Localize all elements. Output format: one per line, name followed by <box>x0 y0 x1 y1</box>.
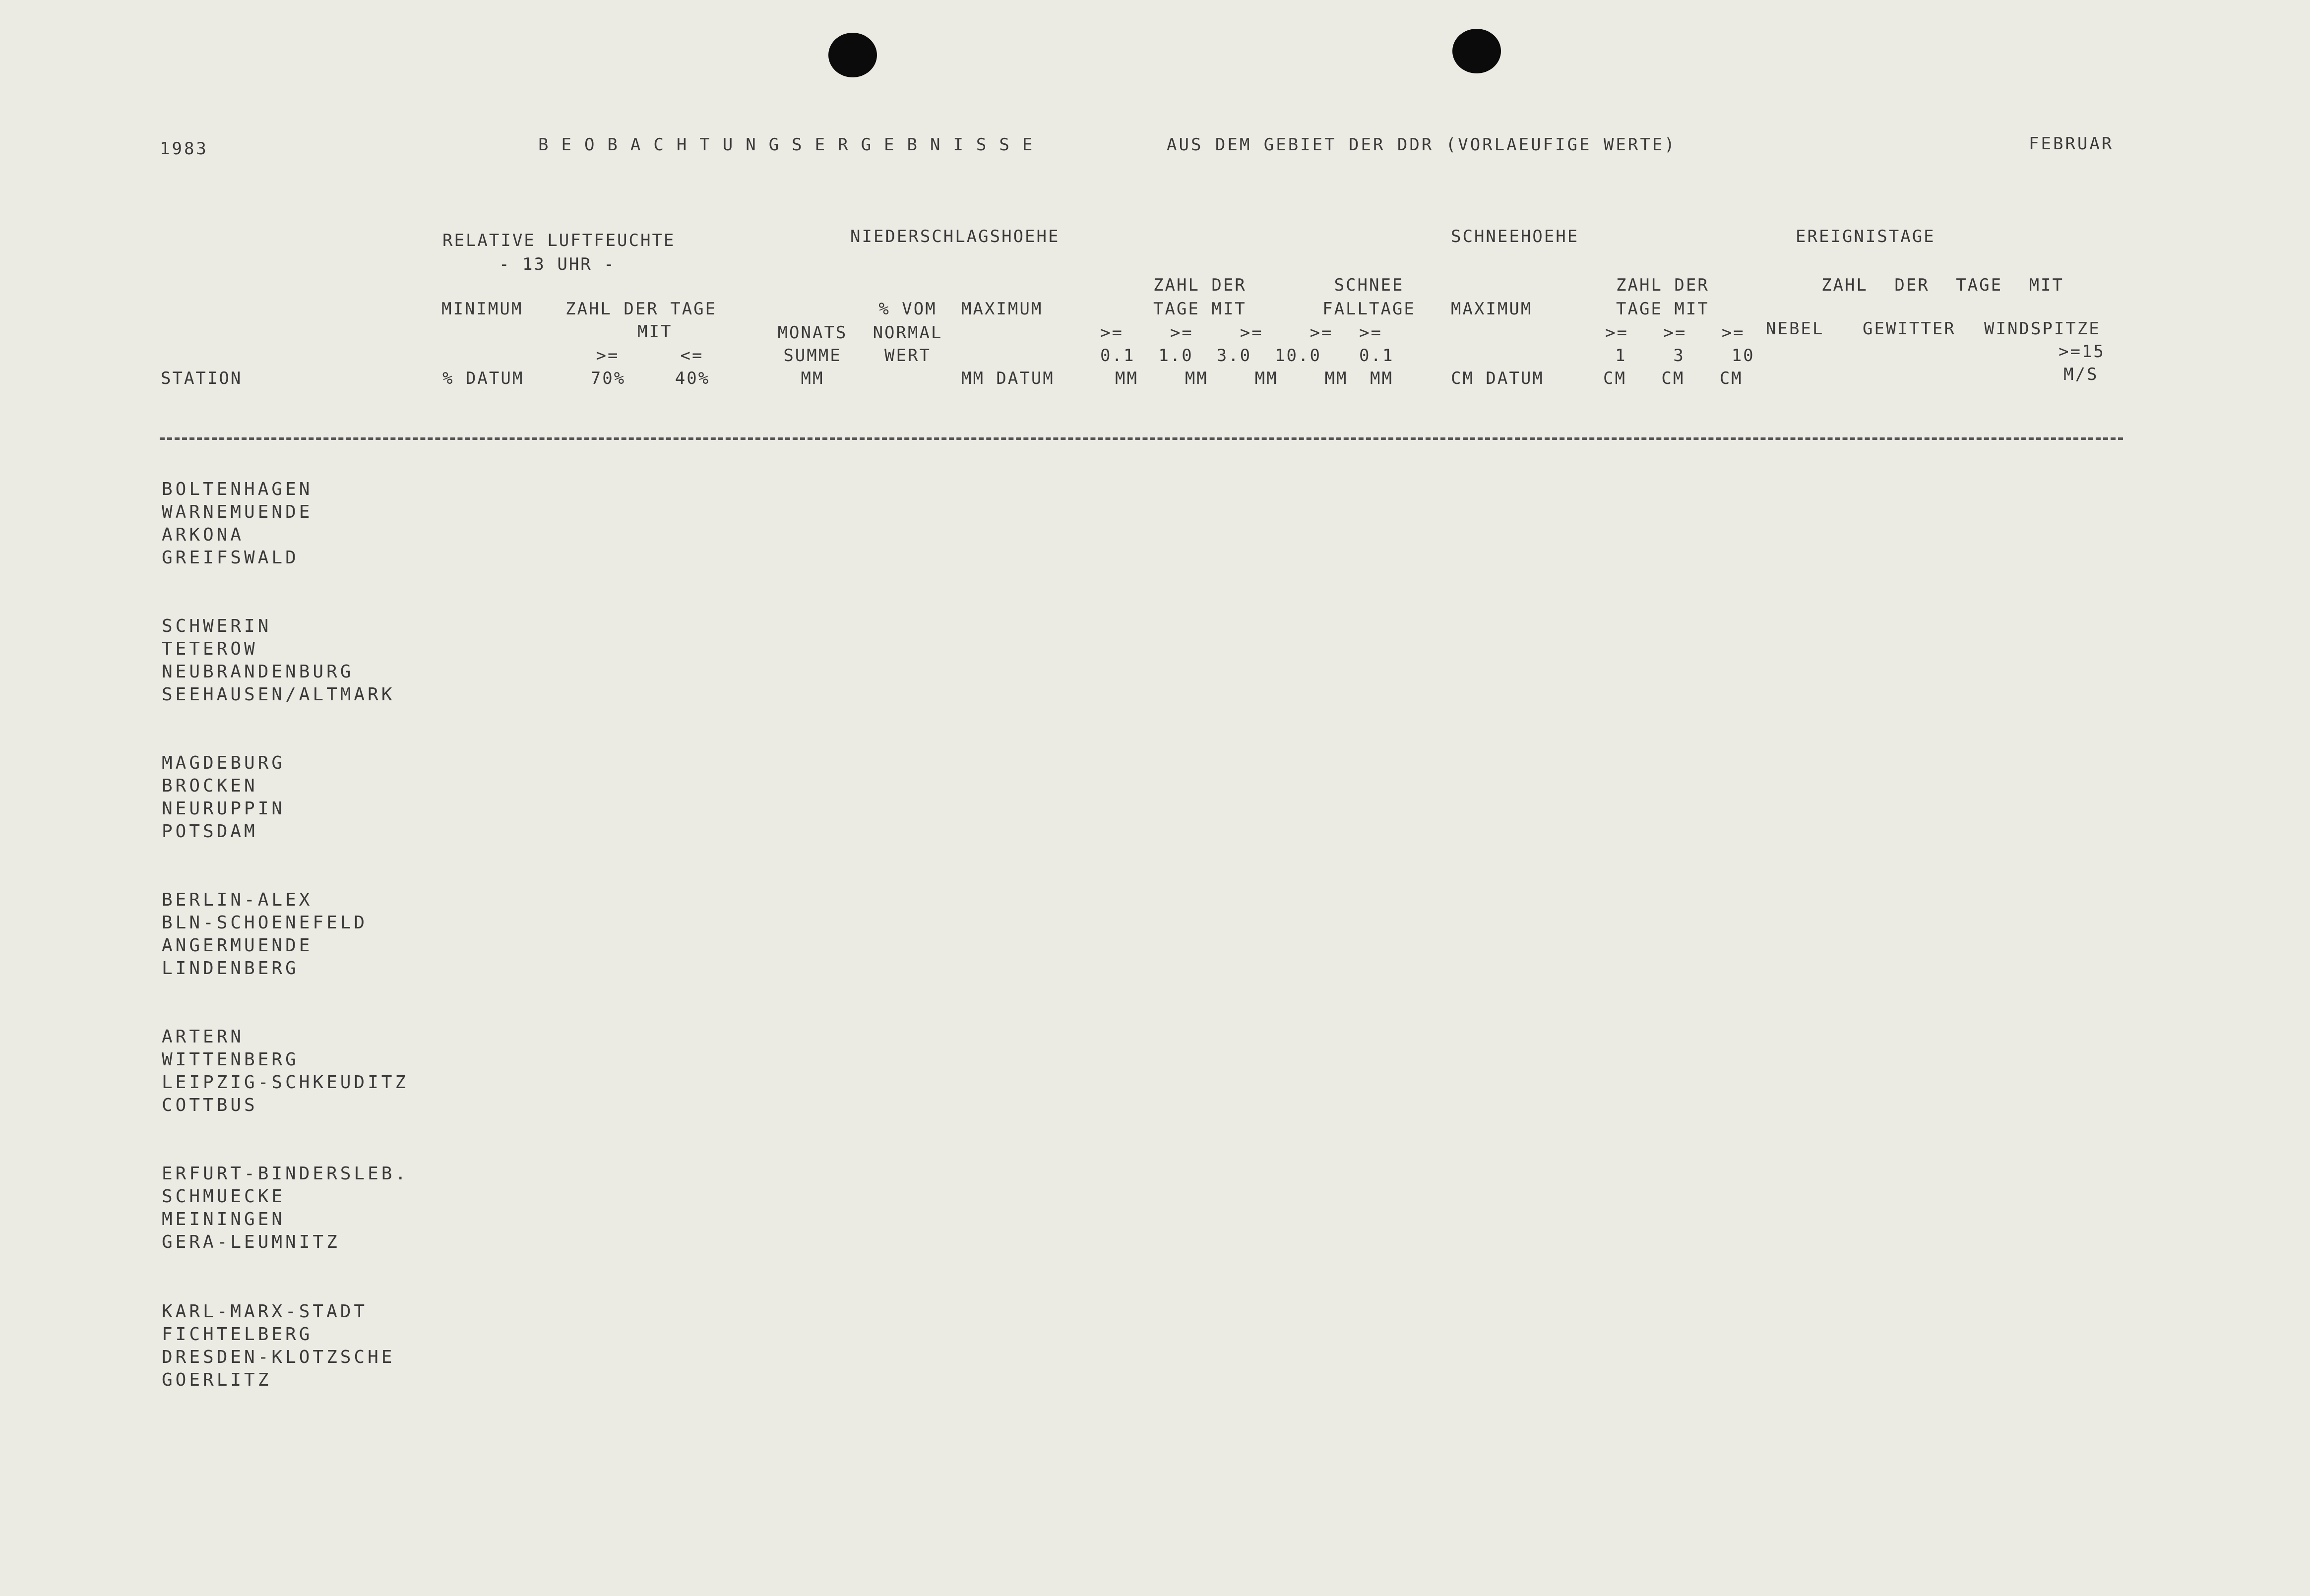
header-wind-threshold: >=15 <box>2059 342 2105 362</box>
station-name: SCHWERIN <box>162 616 272 636</box>
station-name: WITTENBERG <box>162 1049 299 1070</box>
station-name: POTSDAM <box>162 821 258 842</box>
header-precip-max: MAXIMUM <box>961 299 1043 319</box>
station-name: SEEHAUSEN/ALTMARK <box>162 684 395 705</box>
header-schnee-mm: MM <box>1370 368 1393 388</box>
station-name: LEIPZIG-SCHKEUDITZ <box>162 1072 409 1093</box>
header-wind-unit: M/S <box>2063 365 2099 384</box>
group-events: EREIGNISTAGE <box>1796 227 1935 246</box>
station-name: ARKONA <box>162 525 245 545</box>
group-snow: SCHNEEHOEHE <box>1451 227 1579 246</box>
header-snow-max: MAXIMUM <box>1451 299 1533 319</box>
station-name: BERLIN-ALEX <box>162 890 313 910</box>
header-ge70-op: >= <box>596 346 620 366</box>
header-p-zahl: ZAHL DER <box>1153 275 1247 295</box>
station-name: BLN-SCHOENEFELD <box>162 913 368 933</box>
header-mit: MIT <box>637 322 673 342</box>
header-le40-op: <= <box>680 346 704 366</box>
header-summe: SUMME <box>783 346 842 366</box>
month: FEBRUAR <box>2029 134 2114 154</box>
header-gewitter: GEWITTER <box>1863 319 1956 339</box>
year: 1983 <box>160 139 208 159</box>
station-name: WARNEMUENDE <box>162 502 313 522</box>
station-name: KARL-MARX-STADT <box>162 1301 368 1322</box>
header-precip-max-unit: MM DATUM <box>961 368 1055 388</box>
group-humidity: RELATIVE LUFTFEUCHTE <box>442 231 676 250</box>
separator-line <box>160 437 2123 440</box>
station-name: TETEROW <box>162 639 258 659</box>
station-name: BROCKEN <box>162 776 258 796</box>
header-schnee-ge: >= <box>1359 323 1382 343</box>
station-name: BOLTENHAGEN <box>162 479 313 499</box>
station-name: ANGERMUENDE <box>162 935 313 956</box>
header-min-unit: % DATUM <box>442 368 524 388</box>
header-s-cm: CM CM CM <box>1603 368 1743 388</box>
header-minimum: MINIMUM <box>441 299 523 319</box>
station-name: NEURUPPIN <box>162 798 286 819</box>
station-name: DRESDEN-KLOTZSCHE <box>162 1347 395 1367</box>
group-humidity-sub: - 13 UHR - <box>499 254 616 274</box>
header-normal: NORMAL <box>873 323 943 343</box>
punch-hole-right <box>1452 29 1501 73</box>
station-name: SCHMUECKE <box>162 1186 286 1207</box>
station-name: GREIFSWALD <box>162 548 299 568</box>
station-name: ERFURT-BINDERSLEB. <box>162 1164 409 1184</box>
station-name: MAGDEBURG <box>162 753 286 773</box>
document-title: BEOBACHTUNGSERGEBNISSE <box>538 135 1046 155</box>
header-e-zahl: ZAHL DER TAGE MIT <box>1821 275 2064 295</box>
header-ge70-val: 70% <box>590 368 626 388</box>
document-subtitle: AUS DEM GEBIET DER DDR (VORLAEUFIGE WERTE) <box>1167 135 1677 155</box>
station-name: NEUBRANDENBURG <box>162 662 354 682</box>
header-p-thresholds: 0.1 1.0 3.0 10.0 <box>1100 346 1321 366</box>
station-name: FICHTELBERG <box>162 1324 313 1345</box>
header-p-tage: TAGE MIT <box>1153 299 1247 319</box>
header-monats: MONATS <box>777 323 848 343</box>
station-name: COTTBUS <box>162 1095 258 1115</box>
header-nebel: NEBEL <box>1766 319 1824 339</box>
header-snow-max-unit: CM DATUM <box>1451 368 1544 388</box>
station-name: ARTERN <box>162 1027 245 1047</box>
header-falltage: FALLTAGE <box>1322 299 1416 319</box>
header-schnee-thr: 0.1 <box>1359 346 1394 366</box>
header-s-zahl: ZAHL DER <box>1616 275 1709 295</box>
header-schnee: SCHNEE <box>1334 275 1404 295</box>
station-name: MEININGEN <box>162 1209 286 1229</box>
punch-hole-left <box>828 33 877 77</box>
header-p-mm: MM MM MM MM <box>1115 368 1348 388</box>
header-le40-val: 40% <box>675 368 710 388</box>
header-p-ge: >= >= >= >= <box>1100 323 1333 343</box>
station-name: GOERLITZ <box>162 1370 272 1390</box>
header-wert: WERT <box>884 346 931 366</box>
header-vom-normal: % VOM <box>878 299 937 319</box>
header-s-ge: >= >= >= <box>1605 323 1745 343</box>
station-name: LINDENBERG <box>162 958 299 979</box>
header-windspitze: WINDSPITZE <box>1984 319 2101 339</box>
group-precipitation: NIEDERSCHLAGSHOEHE <box>850 227 1060 246</box>
header-zahl-tage: ZAHL DER TAGE <box>565 299 717 319</box>
station-name: GERA-LEUMNITZ <box>162 1232 340 1252</box>
header-station: STATION <box>161 368 243 388</box>
header-s-tage: TAGE MIT <box>1616 299 1709 319</box>
header-summe-unit: MM <box>801 368 824 388</box>
header-s-thresholds: 1 3 10 <box>1615 346 1755 366</box>
